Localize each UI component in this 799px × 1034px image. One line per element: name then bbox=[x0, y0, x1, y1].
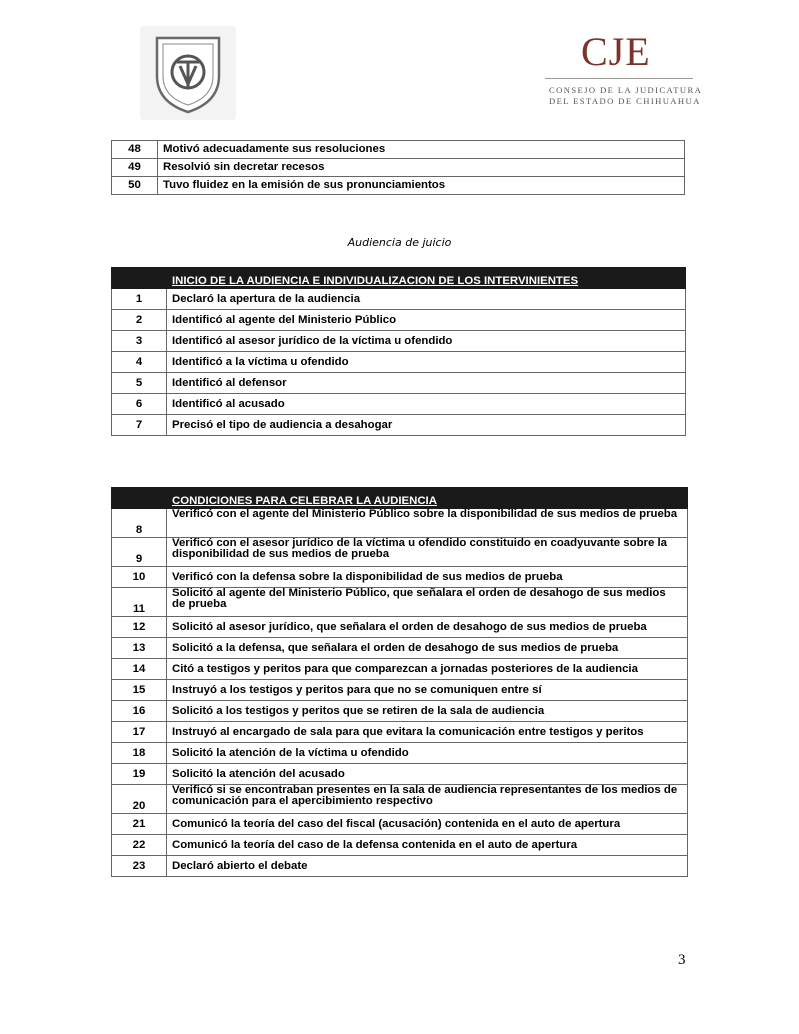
row-number: 14 bbox=[112, 659, 167, 680]
row-number: 18 bbox=[112, 743, 167, 764]
row-text: Motivó adecuadamente sus resoluciones bbox=[158, 141, 685, 159]
row-number: 50 bbox=[112, 177, 158, 195]
row-number: 49 bbox=[112, 159, 158, 177]
cje-logo-mark: CJE bbox=[581, 29, 651, 74]
table-row bbox=[112, 538, 688, 567]
row-text: Comunicó la teoría del caso del fiscal (acusación) contenida en el auto de apertura bbox=[167, 814, 688, 835]
table-row bbox=[112, 680, 688, 701]
row-number: 20 bbox=[112, 785, 167, 814]
row-number: 17 bbox=[112, 722, 167, 743]
row-text: Solicitó a los testigos y peritos que se retiren de la sala de audiencia bbox=[167, 701, 688, 722]
row-number: 23 bbox=[112, 856, 167, 877]
table-row bbox=[112, 701, 688, 722]
row-text: Identificó al defensor bbox=[167, 373, 686, 394]
row-number: 19 bbox=[112, 764, 167, 785]
table-row bbox=[112, 722, 688, 743]
row-number: 9 bbox=[112, 538, 167, 567]
table-row bbox=[112, 764, 688, 785]
row-text: Solicitó al agente del Ministerio Público, que señalara el orden de desahogo de sus medios de prueba bbox=[167, 588, 688, 617]
cje-logo bbox=[545, 29, 703, 112]
table-header-row bbox=[112, 268, 686, 289]
row-text: Solicitó a la defensa, que señalara el orden de desahogo de sus medios de prueba bbox=[167, 638, 688, 659]
table-row bbox=[112, 617, 688, 638]
page-number: 3 bbox=[678, 952, 686, 968]
row-number: 10 bbox=[112, 567, 167, 588]
row-number: 16 bbox=[112, 701, 167, 722]
row-text: Instruyó al encargado de sala para que evitara la comunicación entre testigos y peritos bbox=[167, 722, 688, 743]
table-row bbox=[112, 159, 685, 177]
row-text: Identificó al asesor jurídico de la víctima u ofendido bbox=[167, 331, 686, 352]
table-row bbox=[112, 352, 686, 373]
row-text: Verificó con el agente del Ministerio Público sobre la disponibilidad de sus medios de prueba bbox=[167, 509, 688, 538]
top-criteria-table bbox=[111, 140, 685, 195]
row-text: Solicitó la atención de la víctima u ofendido bbox=[167, 743, 688, 764]
table-row bbox=[112, 177, 685, 195]
header-num-cell bbox=[112, 268, 167, 289]
row-number: 22 bbox=[112, 835, 167, 856]
row-number: 4 bbox=[112, 352, 167, 373]
cje-logo-line2: DEL ESTADO DE CHIHUAHUA bbox=[549, 96, 701, 106]
row-text: Declaró abierto el debate bbox=[167, 856, 688, 877]
table-header: INICIO DE LA AUDIENCIA E INDIVIDUALIZACION DE LOS INTERVINIENTES bbox=[167, 268, 686, 289]
row-number: 48 bbox=[112, 141, 158, 159]
judicial-seal-logo bbox=[140, 26, 236, 120]
condiciones-audiencia-table bbox=[111, 487, 688, 877]
row-text: Solicitó la atención del acusado bbox=[167, 764, 688, 785]
inicio-audiencia-table bbox=[111, 267, 686, 436]
table-row bbox=[112, 509, 688, 538]
row-number: 13 bbox=[112, 638, 167, 659]
row-number: 7 bbox=[112, 415, 167, 436]
row-number: 21 bbox=[112, 814, 167, 835]
shield-seal-icon bbox=[143, 28, 233, 118]
section-title: Audiencia de juicio bbox=[347, 236, 452, 249]
row-text: Resolvió sin decretar recesos bbox=[158, 159, 685, 177]
table-row bbox=[112, 743, 688, 764]
table-row bbox=[112, 835, 688, 856]
row-text: Verificó con la defensa sobre la disponibilidad de sus medios de prueba bbox=[167, 567, 688, 588]
row-text: Tuvo fluidez en la emisión de sus pronunciamientos bbox=[158, 177, 685, 195]
row-text: Identificó al acusado bbox=[167, 394, 686, 415]
row-text: Citó a testigos y peritos para que comparezcan a jornadas posteriores de la audiencia bbox=[167, 659, 688, 680]
table-row bbox=[112, 373, 686, 394]
row-text: Solicitó al asesor jurídico, que señalara el orden de desahogo de sus medios de prueba bbox=[167, 617, 688, 638]
row-number: 3 bbox=[112, 331, 167, 352]
table-row bbox=[112, 331, 686, 352]
table-row bbox=[112, 289, 686, 310]
table-row bbox=[112, 785, 688, 814]
table-row bbox=[112, 415, 686, 436]
table-row bbox=[112, 567, 688, 588]
row-text: Instruyó a los testigos y peritos para que no se comuniquen entre sí bbox=[167, 680, 688, 701]
row-number: 5 bbox=[112, 373, 167, 394]
table-header-row bbox=[112, 488, 688, 509]
table-row bbox=[112, 856, 688, 877]
row-number: 6 bbox=[112, 394, 167, 415]
row-number: 11 bbox=[112, 588, 167, 617]
cje-logo-line1: CONSEJO DE LA JUDICATURA bbox=[549, 85, 703, 95]
table-header: CONDICIONES PARA CELEBRAR LA AUDIENCIA bbox=[167, 488, 688, 509]
row-number: 8 bbox=[112, 509, 167, 538]
row-text: Identificó a la víctima u ofendido bbox=[167, 352, 686, 373]
table-row bbox=[112, 588, 688, 617]
row-number: 15 bbox=[112, 680, 167, 701]
table-row bbox=[112, 394, 686, 415]
table-row bbox=[112, 814, 688, 835]
header-num-cell bbox=[112, 488, 167, 509]
table-row bbox=[112, 638, 688, 659]
row-number: 1 bbox=[112, 289, 167, 310]
row-text: Identificó al agente del Ministerio Público bbox=[167, 310, 686, 331]
row-text: Declaró la apertura de la audiencia bbox=[167, 289, 686, 310]
row-text: Verificó con el asesor jurídico de la víctima u ofendido constituido en coadyuvante sobre la disponibilidad de sus medios de prueba bbox=[167, 538, 688, 567]
row-text: Comunicó la teoría del caso de la defensa contenida en el auto de apertura bbox=[167, 835, 688, 856]
row-number: 2 bbox=[112, 310, 167, 331]
table-row bbox=[112, 659, 688, 680]
row-text: Verificó si se encontraban presentes en la sala de audiencia representantes de los medios de comunicación para el apercibimiento respectivo bbox=[167, 785, 688, 814]
row-text: Precisó el tipo de audiencia a desahogar bbox=[167, 415, 686, 436]
table-row bbox=[112, 141, 685, 159]
cje-logo-subtitle bbox=[549, 85, 702, 107]
cje-logo-rule bbox=[545, 78, 693, 79]
table-row bbox=[112, 310, 686, 331]
row-number: 12 bbox=[112, 617, 167, 638]
